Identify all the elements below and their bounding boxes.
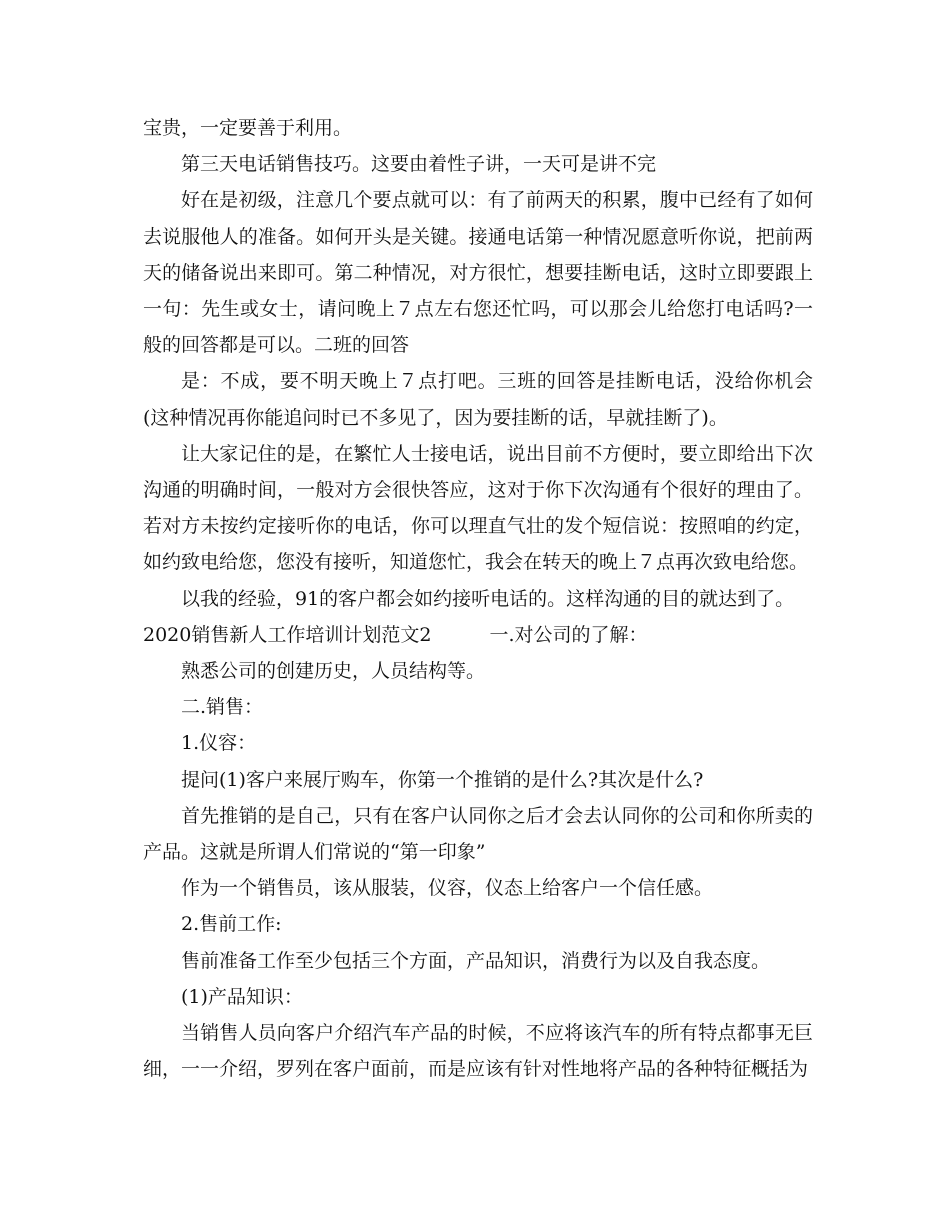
section-heading-line	[143, 617, 813, 653]
paragraph: 首先推销的是自己，只有在客户认同你之后才会去认同你的公司和你所卖的产品。这就是所谓人们常说的“第一印象”	[143, 804, 813, 864]
paragraph: 是：不成，要不明天晚上７点打吧。三班的回答是挂断电话，没给你机会(这种情况再你能追问时已不多见了，因为要挂断的话，早就挂断了)。	[143, 370, 813, 429]
section-heading: 一.对公司的了解：	[489, 623, 648, 646]
document-body	[143, 110, 813, 1087]
subheading: 二.销售：	[181, 696, 264, 719]
paragraph: 熟悉公司的创建历史，人员结构等。	[181, 660, 486, 683]
paragraph: 宝贵，一定要善于利用。	[143, 117, 353, 139]
paragraph: 作为一个销售员，该从服装，仪容，仪态上给客户一个信任感。	[181, 877, 714, 900]
paragraph: 让大家记住的是，在繁忙人士接电话，说出目前不方便时，要立即给出下次沟通的明确时间，一般对方会很快答应，这对于你下次沟通有个很好的理由了。若对方未按约定接听你的电话，你可以理直气壮的发个短信说：按照咱的约定，如约致电给您，您没有接听，知道您忙，我会在转天的晚上７点再次致电给您。	[143, 442, 813, 574]
paragraph: 提问(1)客户来展厅购车，你第一个推销的是什么?其次是什么?	[181, 768, 704, 791]
paragraph: 好在是初级，注意几个要点就可以：有了前两天的积累，腹中已经有了如何去说服他人的准备。如何开头是关键。接通电话第一种情况愿意听你说，把前两天的储备说出来即可。第二种情况，对方很忙，想要挂断电话，这时立即要跟上一句：先生或女士，请问晚上７点左右您还忙吗，可以那会儿给您打电话吗?一般的回答都是可以。二班的回答	[143, 189, 813, 357]
paragraph: 售前准备工作至少包括三个方面，产品知识，消费行为以及自我态度。	[181, 949, 771, 972]
paragraph: 以我的经验，91的客户都会如约接听电话的。这样沟通的目的就达到了。	[181, 587, 795, 610]
subheading: 2.售前工作:	[181, 913, 282, 936]
subheading: (1)产品知识：	[181, 985, 303, 1008]
subheading: 1.仪容：	[181, 732, 257, 755]
document-title: 2020销售新人工作培训计划范文2	[143, 623, 432, 646]
paragraph: 第三天电话销售技巧。这要由着性子讲，一天可是讲不完	[181, 153, 657, 176]
paragraph: 当销售人员向客户介绍汽车产品的时候，不应将该汽车的所有特点都事无巨细，一一介绍，罗列在客户面前，而是应该有针对性地将产品的各种特征概括为	[143, 1022, 813, 1081]
